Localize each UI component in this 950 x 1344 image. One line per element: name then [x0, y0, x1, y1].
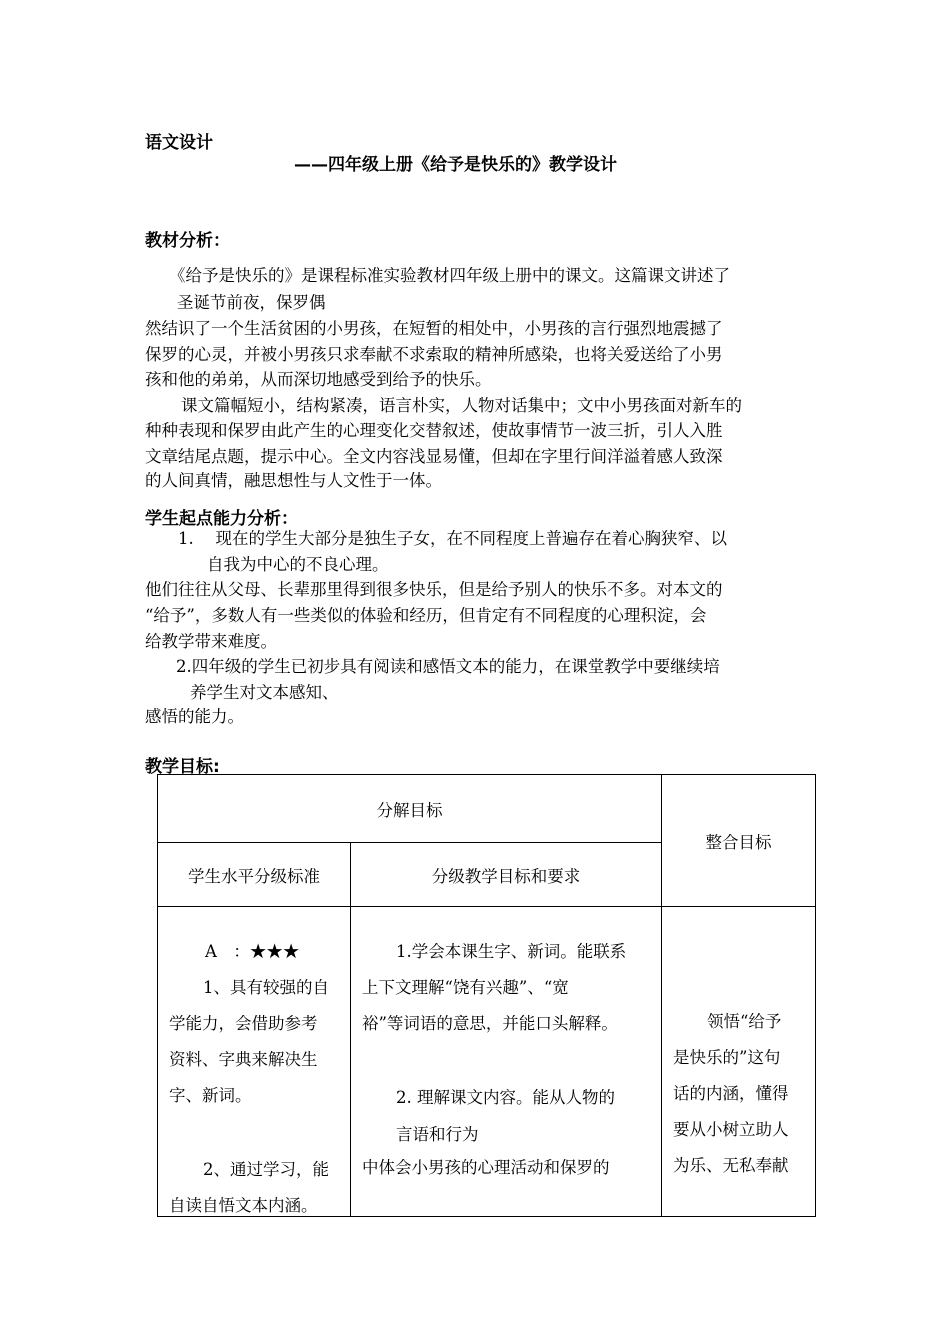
text-line: 他们往往从父母、长辈那里得到很多快乐，但是给予别人的快乐不多。对本文的	[145, 580, 723, 599]
section-heading-material-analysis: 教材分析：	[145, 231, 230, 251]
teaching-goals-table	[157, 774, 816, 1217]
doc-subtitle: ——四年级上册《给予是快乐的》教学设计	[294, 155, 617, 175]
text-line: 《给予是快乐的》是课程标准实验教材四年级上册中的课文。这篇课文讲述了	[169, 266, 730, 285]
text-line: 文章结尾点题，提示中心。全文内容浅显易懂，但却在字里行间洋溢着感人致深	[145, 447, 723, 466]
table-subheader-student-level: 学生水平分级标准	[158, 843, 351, 907]
cell-line: 裕”等词语的意思，并能口头解释。	[362, 1014, 618, 1033]
cell-line: 是快乐的”这句	[673, 1048, 781, 1067]
cell-line: 2、通过学习，能	[203, 1160, 329, 1179]
cell-line: 上下文理解“饶有兴趣”、“宽	[362, 978, 569, 997]
cell-line: 言语和行为	[396, 1125, 479, 1144]
cell-line: 资料、字典来解决生	[169, 1050, 318, 1069]
cell-line: 自读自悟文本内涵。	[169, 1196, 318, 1215]
text-line: 种种表现和保罗由此产生的心理变化交替叙述，使故事情节一波三折，引人入胜	[145, 421, 723, 440]
cell-line: 1、具有较强的自	[203, 978, 329, 997]
cell-line: 要从小树立助人	[673, 1120, 789, 1139]
table-cell-integrated-goals	[662, 907, 816, 1217]
cell-line: 1.学会本课生字、新词。能联系	[396, 942, 627, 961]
text-line: 自我为中心的不良心理。	[207, 555, 389, 574]
cell-line: A ：★★★	[205, 942, 300, 961]
text-line: 的人间真情，融思想性与人文性于一体。	[145, 471, 442, 490]
table-cell-tiered-goals	[351, 907, 662, 1217]
cell-line: 字、新词。	[169, 1086, 252, 1105]
text-line: 2.四年级的学生已初步具有阅读和感悟文本的能力，在课堂教学中要继续培	[176, 657, 720, 676]
table-cell-student-level	[158, 907, 351, 1217]
cell-line: 2. 理解课文内容。能从人物的	[396, 1088, 615, 1107]
text-line: 课文篇幅短小，结构紧凑，语言朴实，人物对话集中；文中小男孩面对新车的	[181, 396, 742, 415]
text-line: 孩和他的弟弟，从而深切地感受到给予的快乐。	[145, 370, 492, 389]
cell-line: 中体会小男孩的心理活动和保罗的	[362, 1158, 610, 1177]
section-heading-student-ability: 学生起点能力分析：	[145, 509, 298, 529]
text-line: 给教学带来难度。	[145, 632, 277, 651]
doc-title: 语文设计	[145, 133, 213, 153]
table-subheader-tiered-goals: 分级教学目标和要求	[351, 843, 662, 907]
table-header-decomposed-goals: 分解目标	[158, 775, 662, 843]
text-line: “给予”，多数人有一些类似的体验和经历，但肯定有不同程度的心理积淀，会	[145, 606, 707, 625]
text-line: 保罗的心灵，并被小男孩只求奉献不求索取的精神所感染，也将关爱送给了小男	[145, 345, 723, 364]
table-header-integrated-goals: 整合目标	[662, 775, 816, 907]
text-line: 圣诞节前夜，保罗偶	[177, 293, 326, 312]
text-line: 然结识了一个生活贫困的小男孩，在短暂的相处中，小男孩的言行强烈地震撼了	[145, 319, 723, 338]
text-line: 感悟的能力。	[145, 707, 244, 726]
section-heading-teaching-goals: 教学目标:	[145, 757, 220, 777]
cell-line: 为乐、无私奉献	[673, 1156, 789, 1175]
text-line: 养学生对文本感知、	[190, 683, 339, 702]
cell-line: 话的内涵，懂得	[673, 1084, 789, 1103]
text-line: 1. 现在的学生大部分是独生子女，在不同程度上普遍存在着心胸狭窄、以	[178, 529, 727, 548]
cell-line: 领悟“给予	[707, 1012, 782, 1031]
cell-line: 学能力，会借助参考	[169, 1014, 318, 1033]
